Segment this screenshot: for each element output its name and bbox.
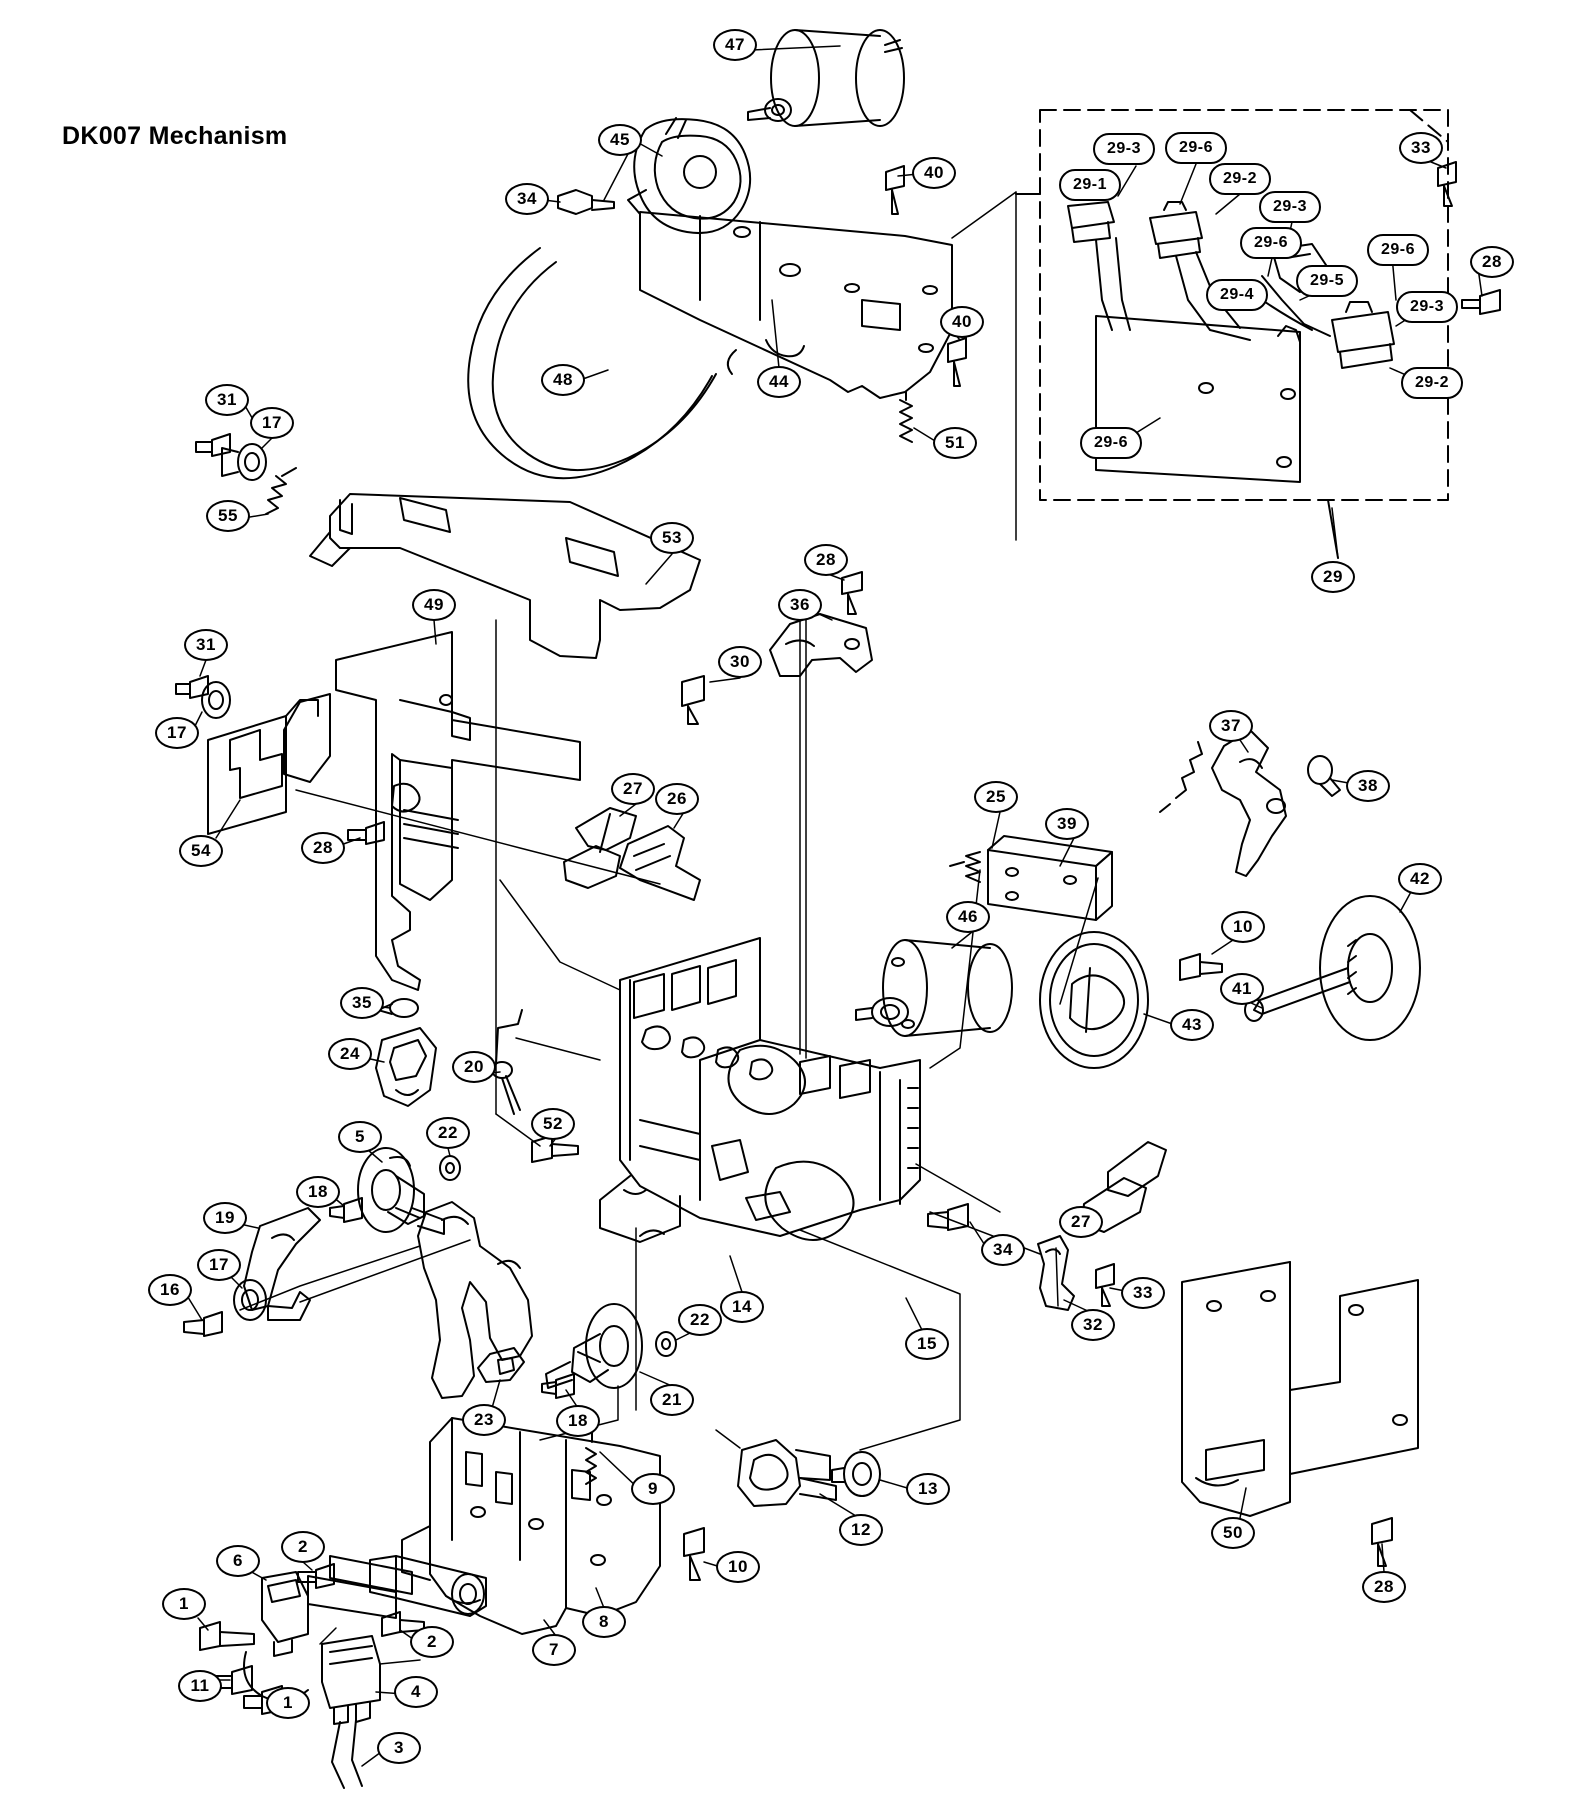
callout-29-3-a: 29-3 xyxy=(1093,133,1155,165)
part-belt-48 xyxy=(468,248,716,478)
callout-28-d: 28 xyxy=(1362,1571,1406,1603)
part-screw-2-a xyxy=(298,1564,334,1588)
callout-5: 5 xyxy=(338,1121,382,1153)
part-screw-1-a xyxy=(200,1622,254,1650)
part-screw-28-c xyxy=(842,572,862,614)
part-rotor-42 xyxy=(1254,896,1420,1040)
part-guide-24 xyxy=(376,1028,436,1106)
part-plate-8 xyxy=(402,1418,660,1634)
callout-11: 11 xyxy=(178,1670,222,1702)
callout-33-b: 33 xyxy=(1121,1277,1165,1309)
callout-50: 50 xyxy=(1211,1517,1255,1549)
callout-48: 48 xyxy=(541,364,585,396)
callout-22-a: 22 xyxy=(426,1117,470,1149)
part-screw-38 xyxy=(1308,756,1340,796)
part-spring-51 xyxy=(900,392,912,442)
callout-38: 38 xyxy=(1346,770,1390,802)
callout-21: 21 xyxy=(650,1384,694,1416)
callout-15: 15 xyxy=(905,1328,949,1360)
part-roller-13 xyxy=(832,1452,880,1496)
callout-32: 32 xyxy=(1071,1309,1115,1341)
part-washer-22-b xyxy=(656,1332,676,1356)
callout-28-c: 28 xyxy=(301,832,345,864)
callout-17-c: 17 xyxy=(197,1249,241,1281)
part-motor-46 xyxy=(856,940,1012,1036)
callout-16: 16 xyxy=(148,1274,192,1306)
part-screw-31-a xyxy=(196,434,230,456)
part-screw-34-b xyxy=(928,1204,968,1230)
part-bracket-32 xyxy=(1038,1236,1074,1310)
callout-10-a: 10 xyxy=(1221,911,1265,943)
part-screw-31-b xyxy=(176,676,208,698)
callout-34-top: 34 xyxy=(505,183,549,215)
callout-6: 6 xyxy=(216,1545,260,1577)
part-spring-37 xyxy=(1160,742,1202,812)
callout-52: 52 xyxy=(531,1108,575,1140)
callout-29-6-c: 29-6 xyxy=(1367,234,1429,266)
callout-53: 53 xyxy=(650,522,694,554)
part-spring-9 xyxy=(586,1430,596,1484)
callout-9: 9 xyxy=(631,1473,675,1505)
part-lever-26 xyxy=(620,826,700,900)
callout-33-top: 33 xyxy=(1399,132,1443,164)
callout-18-a: 18 xyxy=(296,1176,340,1208)
callout-37: 37 xyxy=(1209,710,1253,742)
callout-2-b: 2 xyxy=(410,1626,454,1658)
callout-40-b: 40 xyxy=(940,306,984,338)
part-screw-34-top xyxy=(558,190,614,214)
callout-8: 8 xyxy=(582,1606,626,1638)
callout-27-b: 27 xyxy=(1059,1206,1103,1238)
callout-4: 4 xyxy=(394,1676,438,1708)
callout-17-a: 17 xyxy=(250,407,294,439)
part-spring-55 xyxy=(266,468,296,514)
callout-29-3-c: 29-3 xyxy=(1396,291,1458,323)
part-bracket-54 xyxy=(208,700,318,834)
part-lever-36 xyxy=(770,614,872,676)
callout-36: 36 xyxy=(778,589,822,621)
callout-29-6-b: 29-6 xyxy=(1240,227,1302,259)
part-hub-5 xyxy=(358,1148,444,1234)
callout-28-right: 28 xyxy=(1470,246,1514,278)
part-screw-33-b xyxy=(1096,1264,1114,1306)
callout-29-2-b: 29-2 xyxy=(1401,367,1463,399)
part-lever-27-a xyxy=(564,808,636,888)
callout-2-a: 2 xyxy=(281,1531,325,1563)
part-roller-17-c xyxy=(234,1280,266,1320)
callout-29-5: 29-5 xyxy=(1296,265,1358,297)
part-wire-3 xyxy=(332,1720,362,1788)
callout-10-b: 10 xyxy=(716,1551,760,1583)
callout-29-2-a: 29-2 xyxy=(1209,163,1271,195)
callout-19: 19 xyxy=(203,1202,247,1234)
callout-28-b: 28 xyxy=(804,544,848,576)
callout-49: 49 xyxy=(412,589,456,621)
callout-41: 41 xyxy=(1220,973,1264,1005)
part-roller-17-b xyxy=(202,682,230,718)
callout-20: 20 xyxy=(452,1051,496,1083)
part-motor-47 xyxy=(748,30,904,126)
callout-31-a: 31 xyxy=(205,384,249,416)
callout-14: 14 xyxy=(720,1291,764,1323)
part-bracket-49 xyxy=(284,632,580,990)
callout-35: 35 xyxy=(340,987,384,1019)
part-lever-7 xyxy=(370,1556,486,1616)
callout-29-6-d: 29-6 xyxy=(1080,427,1142,459)
part-shield-53 xyxy=(310,494,700,658)
callout-40-a: 40 xyxy=(912,157,956,189)
part-roller-17-a xyxy=(222,444,266,480)
callout-54: 54 xyxy=(179,835,223,867)
part-bracket-50 xyxy=(1182,1262,1418,1516)
part-lever-37 xyxy=(1212,730,1286,876)
callout-29-6-a: 29-6 xyxy=(1165,132,1227,164)
callout-13: 13 xyxy=(906,1473,950,1505)
callout-29: 29 xyxy=(1311,561,1355,593)
callout-29-4: 29-4 xyxy=(1206,279,1268,311)
callout-3: 3 xyxy=(377,1732,421,1764)
part-screw-28-d xyxy=(1372,1518,1392,1566)
part-main-chassis-14-15 xyxy=(620,938,920,1240)
callout-43: 43 xyxy=(1170,1009,1214,1041)
callout-45: 45 xyxy=(598,124,642,156)
part-screw-40-a xyxy=(886,166,904,214)
callout-44: 44 xyxy=(757,366,801,398)
callout-34-b: 34 xyxy=(981,1234,1025,1266)
page-title: DK007 Mechanism xyxy=(62,122,288,150)
callout-29-3-b: 29-3 xyxy=(1259,191,1321,223)
callout-7: 7 xyxy=(532,1634,576,1666)
part-washer-22-a xyxy=(440,1156,460,1180)
callout-24: 24 xyxy=(328,1038,372,1070)
callout-39: 39 xyxy=(1045,808,1089,840)
callout-29-1: 29-1 xyxy=(1059,169,1121,201)
part-switch-4 xyxy=(322,1636,380,1724)
callout-26: 26 xyxy=(655,783,699,815)
callout-23: 23 xyxy=(462,1404,506,1436)
callout-25: 25 xyxy=(974,781,1018,813)
part-clip-35 xyxy=(378,999,418,1017)
callout-27-a: 27 xyxy=(611,773,655,805)
callout-18-b: 18 xyxy=(556,1405,600,1437)
part-flywheel-43 xyxy=(1040,932,1148,1068)
part-chassis-plate-44 xyxy=(640,212,952,398)
callout-31-b: 31 xyxy=(184,629,228,661)
callout-1-a: 1 xyxy=(162,1588,206,1620)
callout-12: 12 xyxy=(839,1514,883,1546)
part-screw-10-b xyxy=(684,1528,704,1580)
callout-46: 46 xyxy=(946,901,990,933)
part-screw-16 xyxy=(184,1312,222,1336)
part-screw-40-b xyxy=(948,338,966,386)
callout-55: 55 xyxy=(206,500,250,532)
part-hub-21 xyxy=(546,1304,642,1388)
callout-42: 42 xyxy=(1398,863,1442,895)
callout-51: 51 xyxy=(933,427,977,459)
part-29-2-switch xyxy=(1150,202,1202,258)
callout-47: 47 xyxy=(713,29,757,61)
part-29-3-switch xyxy=(1332,302,1394,368)
callout-1-b: 1 xyxy=(266,1687,310,1719)
leader-lines xyxy=(186,46,1482,1766)
part-motor-6 xyxy=(262,1572,308,1656)
callout-30: 30 xyxy=(718,646,762,678)
callout-22-b: 22 xyxy=(678,1304,722,1336)
part-roller-assembly-12 xyxy=(738,1440,836,1506)
part-screw-10-a xyxy=(1180,954,1222,980)
callout-17-b: 17 xyxy=(155,717,199,749)
part-screw-30 xyxy=(682,676,704,724)
